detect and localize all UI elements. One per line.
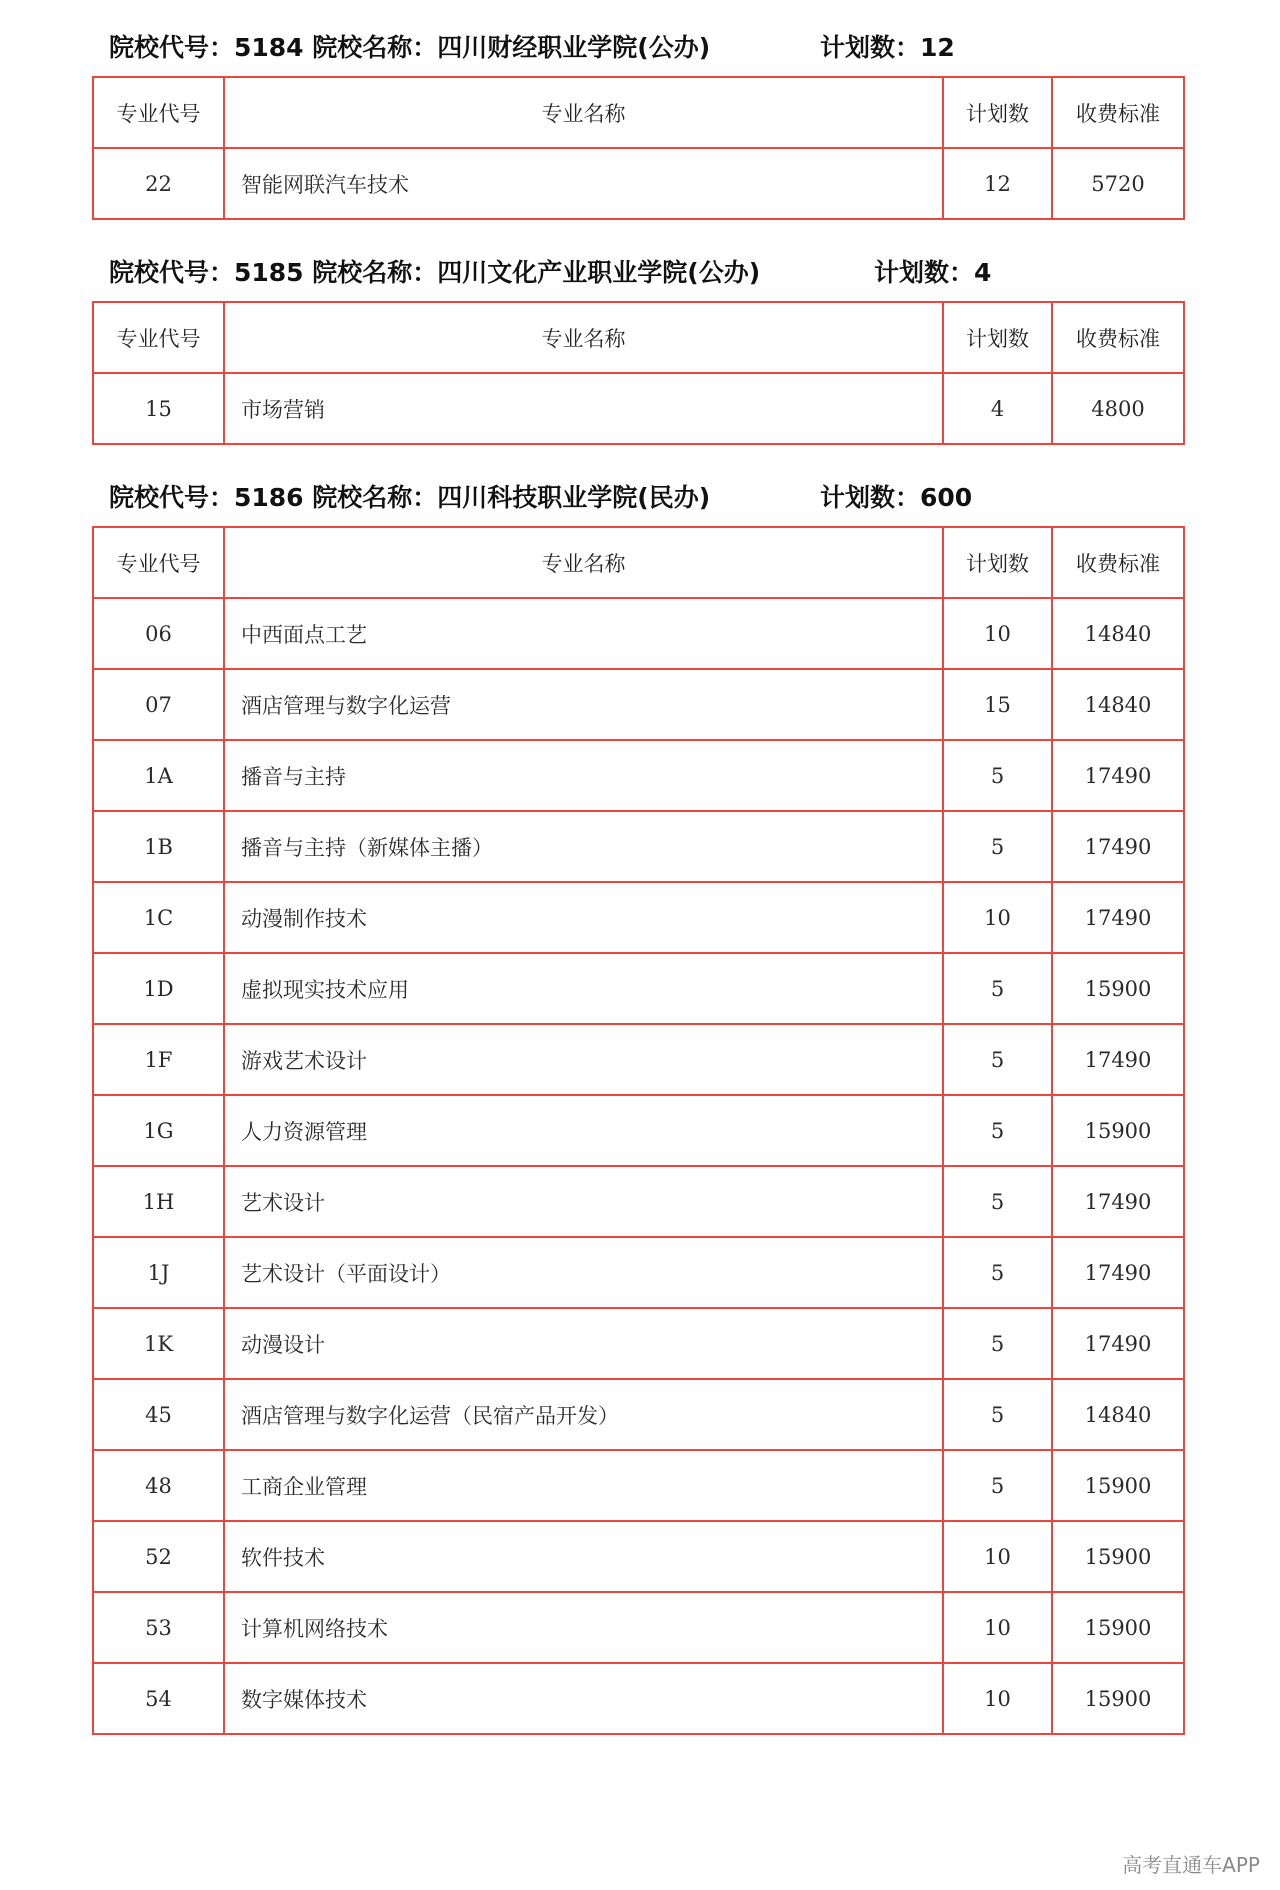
- section-header: [92, 30, 1183, 66]
- major-fee: 15900: [1052, 1095, 1184, 1166]
- major-name: 播音与主持（新媒体主播）: [224, 811, 943, 882]
- major-plan: 5: [943, 1095, 1052, 1166]
- table-row: [93, 1237, 1184, 1308]
- major-name: 中西面点工艺: [224, 598, 943, 669]
- major-plan: 5: [943, 953, 1052, 1024]
- major-plan: 10: [943, 882, 1052, 953]
- header-plan: 计划数: [943, 302, 1052, 373]
- school-section-5186: [92, 480, 1183, 1735]
- major-code: 15: [93, 373, 224, 444]
- major-plan: 10: [943, 1592, 1052, 1663]
- major-plan: 4: [943, 373, 1052, 444]
- major-name: 智能网联汽车技术: [224, 148, 943, 219]
- major-plan: 5: [943, 811, 1052, 882]
- table-row: [93, 1166, 1184, 1237]
- header-code: 专业代号: [93, 302, 224, 373]
- major-fee: 17490: [1052, 1308, 1184, 1379]
- table-row: [93, 811, 1184, 882]
- header-name: 专业名称: [224, 527, 943, 598]
- header-code: 专业代号: [93, 527, 224, 598]
- section-header: [92, 480, 1183, 516]
- major-fee: 17490: [1052, 1166, 1184, 1237]
- header-fee: 收费标准: [1052, 302, 1184, 373]
- major-name: 虚拟现实技术应用: [224, 953, 943, 1024]
- major-code: 1F: [93, 1024, 224, 1095]
- major-name: 酒店管理与数字化运营: [224, 669, 943, 740]
- major-code: 54: [93, 1663, 224, 1734]
- major-name: 艺术设计（平面设计）: [224, 1237, 943, 1308]
- table-row: [93, 669, 1184, 740]
- major-name: 人力资源管理: [224, 1095, 943, 1166]
- major-fee: 17490: [1052, 882, 1184, 953]
- major-plan: 10: [943, 598, 1052, 669]
- school-info: 院校代号：5184 院校名称：四川财经职业学院(公办): [109, 33, 711, 62]
- major-fee: 15900: [1052, 1521, 1184, 1592]
- school-section-5184: [92, 30, 1183, 220]
- school-plan-total: 计划数：12: [820, 33, 955, 62]
- major-plan: 12: [943, 148, 1052, 219]
- major-code: 45: [93, 1379, 224, 1450]
- section-header: [92, 255, 1183, 291]
- major-fee: 4800: [1052, 373, 1184, 444]
- major-plan: 5: [943, 1237, 1052, 1308]
- table-row: [93, 1592, 1184, 1663]
- major-name: 数字媒体技术: [224, 1663, 943, 1734]
- major-plan: 5: [943, 740, 1052, 811]
- major-fee: 17490: [1052, 811, 1184, 882]
- major-code: 52: [93, 1521, 224, 1592]
- table-header-row: [93, 77, 1184, 148]
- major-plan: 5: [943, 1450, 1052, 1521]
- table-row: [93, 373, 1184, 444]
- header-fee: 收费标准: [1052, 77, 1184, 148]
- table-header-row: [93, 302, 1184, 373]
- major-fee: 14840: [1052, 598, 1184, 669]
- major-name: 动漫制作技术: [224, 882, 943, 953]
- major-code: 22: [93, 148, 224, 219]
- major-name: 播音与主持: [224, 740, 943, 811]
- major-plan: 10: [943, 1663, 1052, 1734]
- major-plan: 5: [943, 1308, 1052, 1379]
- major-plan: 5: [943, 1166, 1052, 1237]
- major-table: [92, 301, 1185, 445]
- school-plan-total: 计划数：600: [820, 483, 973, 512]
- major-code: 06: [93, 598, 224, 669]
- major-plan: 10: [943, 1521, 1052, 1592]
- major-fee: 15900: [1052, 1663, 1184, 1734]
- table-row: [93, 1024, 1184, 1095]
- major-fee: 14840: [1052, 1379, 1184, 1450]
- major-code: 1G: [93, 1095, 224, 1166]
- major-code: 1D: [93, 953, 224, 1024]
- school-plan-total: 计划数：4: [874, 258, 992, 287]
- table-row: [93, 1308, 1184, 1379]
- school-section-5185: [92, 255, 1183, 445]
- major-name: 软件技术: [224, 1521, 943, 1592]
- header-name: 专业名称: [224, 302, 943, 373]
- major-code: 53: [93, 1592, 224, 1663]
- major-fee: 17490: [1052, 1024, 1184, 1095]
- major-table: [92, 76, 1185, 220]
- major-fee: 15900: [1052, 1450, 1184, 1521]
- major-code: 1B: [93, 811, 224, 882]
- major-fee: 15900: [1052, 1592, 1184, 1663]
- table-row: [93, 1379, 1184, 1450]
- major-code: 1K: [93, 1308, 224, 1379]
- major-plan: 5: [943, 1379, 1052, 1450]
- table-row: [93, 1521, 1184, 1592]
- major-code: 1C: [93, 882, 224, 953]
- major-fee: 15900: [1052, 953, 1184, 1024]
- school-info: 院校代号：5185 院校名称：四川文化产业职业学院(公办): [109, 258, 761, 287]
- table-row: [93, 953, 1184, 1024]
- major-fee: 14840: [1052, 669, 1184, 740]
- major-name: 动漫设计: [224, 1308, 943, 1379]
- major-code: 1J: [93, 1237, 224, 1308]
- major-fee: 17490: [1052, 740, 1184, 811]
- table-row: [93, 1663, 1184, 1734]
- header-name: 专业名称: [224, 77, 943, 148]
- major-name: 酒店管理与数字化运营（民宿产品开发）: [224, 1379, 943, 1450]
- header-plan: 计划数: [943, 527, 1052, 598]
- major-name: 计算机网络技术: [224, 1592, 943, 1663]
- table-header-row: [93, 527, 1184, 598]
- table-row: [93, 1450, 1184, 1521]
- header-plan: 计划数: [943, 77, 1052, 148]
- major-code: 1H: [93, 1166, 224, 1237]
- major-name: 游戏艺术设计: [224, 1024, 943, 1095]
- major-name: 艺术设计: [224, 1166, 943, 1237]
- major-code: 07: [93, 669, 224, 740]
- major-code: 48: [93, 1450, 224, 1521]
- major-plan: 5: [943, 1024, 1052, 1095]
- header-fee: 收费标准: [1052, 527, 1184, 598]
- table-row: [93, 740, 1184, 811]
- major-name: 工商企业管理: [224, 1450, 943, 1521]
- header-code: 专业代号: [93, 77, 224, 148]
- major-plan: 15: [943, 669, 1052, 740]
- table-row: [93, 148, 1184, 219]
- major-code: 1A: [93, 740, 224, 811]
- major-fee: 5720: [1052, 148, 1184, 219]
- major-name: 市场营销: [224, 373, 943, 444]
- table-row: [93, 1095, 1184, 1166]
- major-table: [92, 526, 1185, 1735]
- table-row: [93, 598, 1184, 669]
- school-info: 院校代号：5186 院校名称：四川科技职业学院(民办): [109, 483, 711, 512]
- major-fee: 17490: [1052, 1237, 1184, 1308]
- table-row: [93, 882, 1184, 953]
- watermark-text: 高考直通车APP: [1122, 1853, 1260, 1877]
